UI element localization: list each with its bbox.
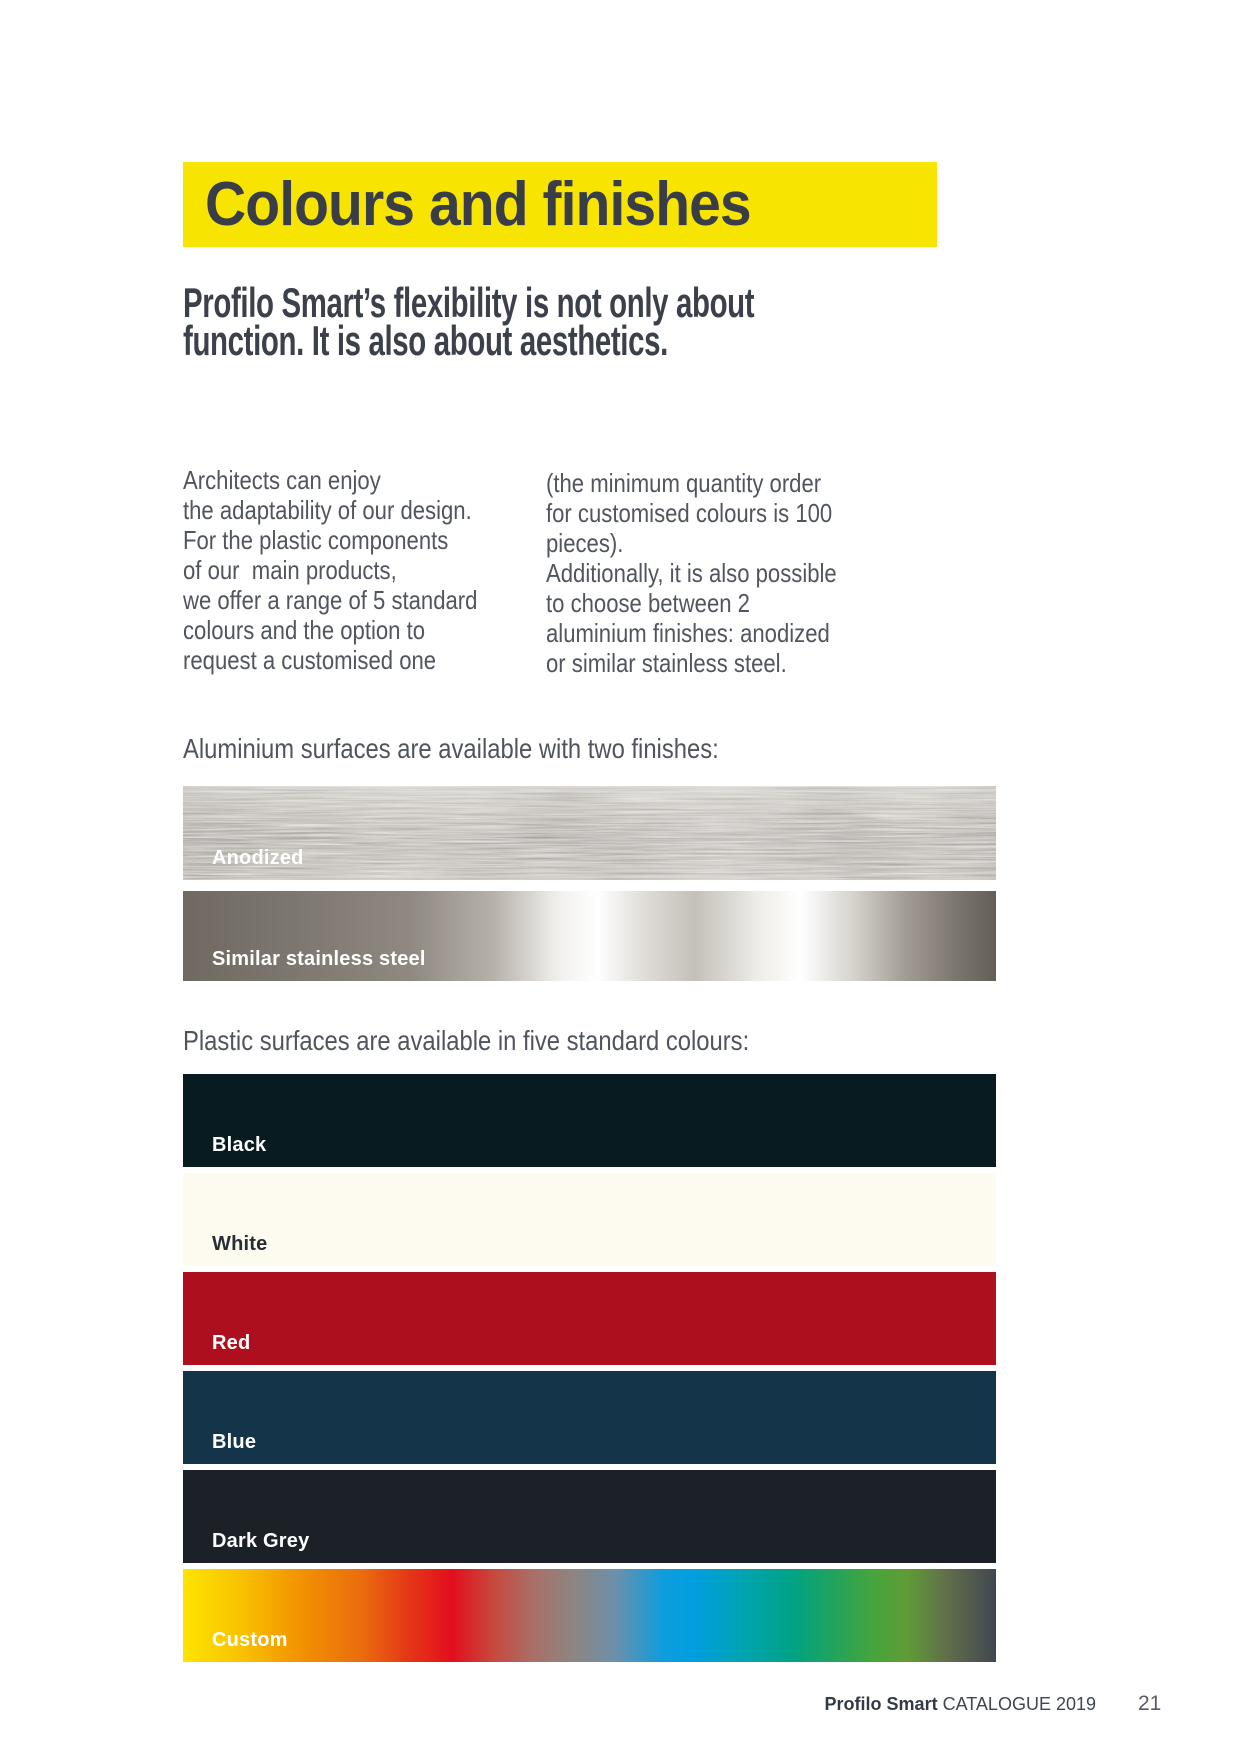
anodized-finish-swatch: [183, 786, 996, 880]
colour-label-custom: Custom: [212, 1629, 288, 1651]
subtitle-line-2: function. It is also about aesthetics.: [183, 317, 668, 364]
colour-swatch-blue: [183, 1371, 996, 1464]
anodized-label: Anodized: [212, 847, 304, 869]
colour-label-red: Red: [212, 1332, 251, 1354]
intro-column-left: [183, 465, 529, 675]
colour-swatch-red: [183, 1272, 996, 1365]
subtitle-line-1: Profilo Smart’s flexibility is not only about: [183, 279, 755, 326]
page-subtitle: [183, 279, 999, 364]
intro-text-line: colours and the option to: [183, 615, 426, 645]
intro-text-line: the adaptability of our design.: [183, 495, 472, 525]
brushed-metal-texture: [183, 786, 996, 880]
stainless-steel-label: Similar stainless steel: [212, 948, 426, 970]
intro-text-line: we offer a range of 5 standard: [183, 585, 478, 615]
footer-catalogue: CATALOGUE 2019: [942, 1694, 1096, 1714]
intro-text-line: of our main products,: [183, 555, 397, 585]
intro-text-line: Architects can enjoy: [183, 465, 381, 495]
colour-label-dark-grey: Dark Grey: [212, 1530, 310, 1552]
intro-text-line: pieces).: [546, 528, 624, 558]
plastic-section-heading: Plastic surfaces are available in five standard colours:: [183, 1025, 750, 1056]
colour-swatch-dark-grey: [183, 1470, 996, 1563]
colour-label-black: Black: [212, 1134, 267, 1156]
colour-label-white: White: [212, 1233, 268, 1255]
aluminium-section-heading: Aluminium surfaces are available with two finishes:: [183, 733, 719, 764]
intro-column-right: [546, 468, 888, 678]
stainless-steel-finish-swatch: [183, 891, 996, 981]
colour-label-blue: Blue: [212, 1431, 257, 1453]
title-highlight-band: [183, 162, 937, 247]
intro-text-line: For the plastic components: [183, 525, 449, 555]
intro-text-line: (the minimum quantity order: [546, 468, 822, 498]
intro-text-line: for customised colours is 100: [546, 498, 833, 528]
intro-text-line: Additionally, it is also possible: [546, 558, 837, 588]
colour-swatch-black: [183, 1074, 996, 1167]
intro-text-line: to choose between 2: [546, 588, 750, 618]
colour-swatch-custom: [183, 1569, 996, 1662]
footer-brand: Profilo Smart: [824, 1694, 938, 1714]
colour-swatch-white: [183, 1173, 996, 1266]
intro-text-line: or similar stainless steel.: [546, 648, 787, 678]
page-title: Colours and finishes: [205, 170, 751, 239]
intro-text-line: aluminium finishes: anodized: [546, 618, 830, 648]
intro-text-line: request a customised one: [183, 645, 437, 675]
footer: [500, 1694, 1096, 1715]
page-number: 21: [1138, 1692, 1162, 1715]
